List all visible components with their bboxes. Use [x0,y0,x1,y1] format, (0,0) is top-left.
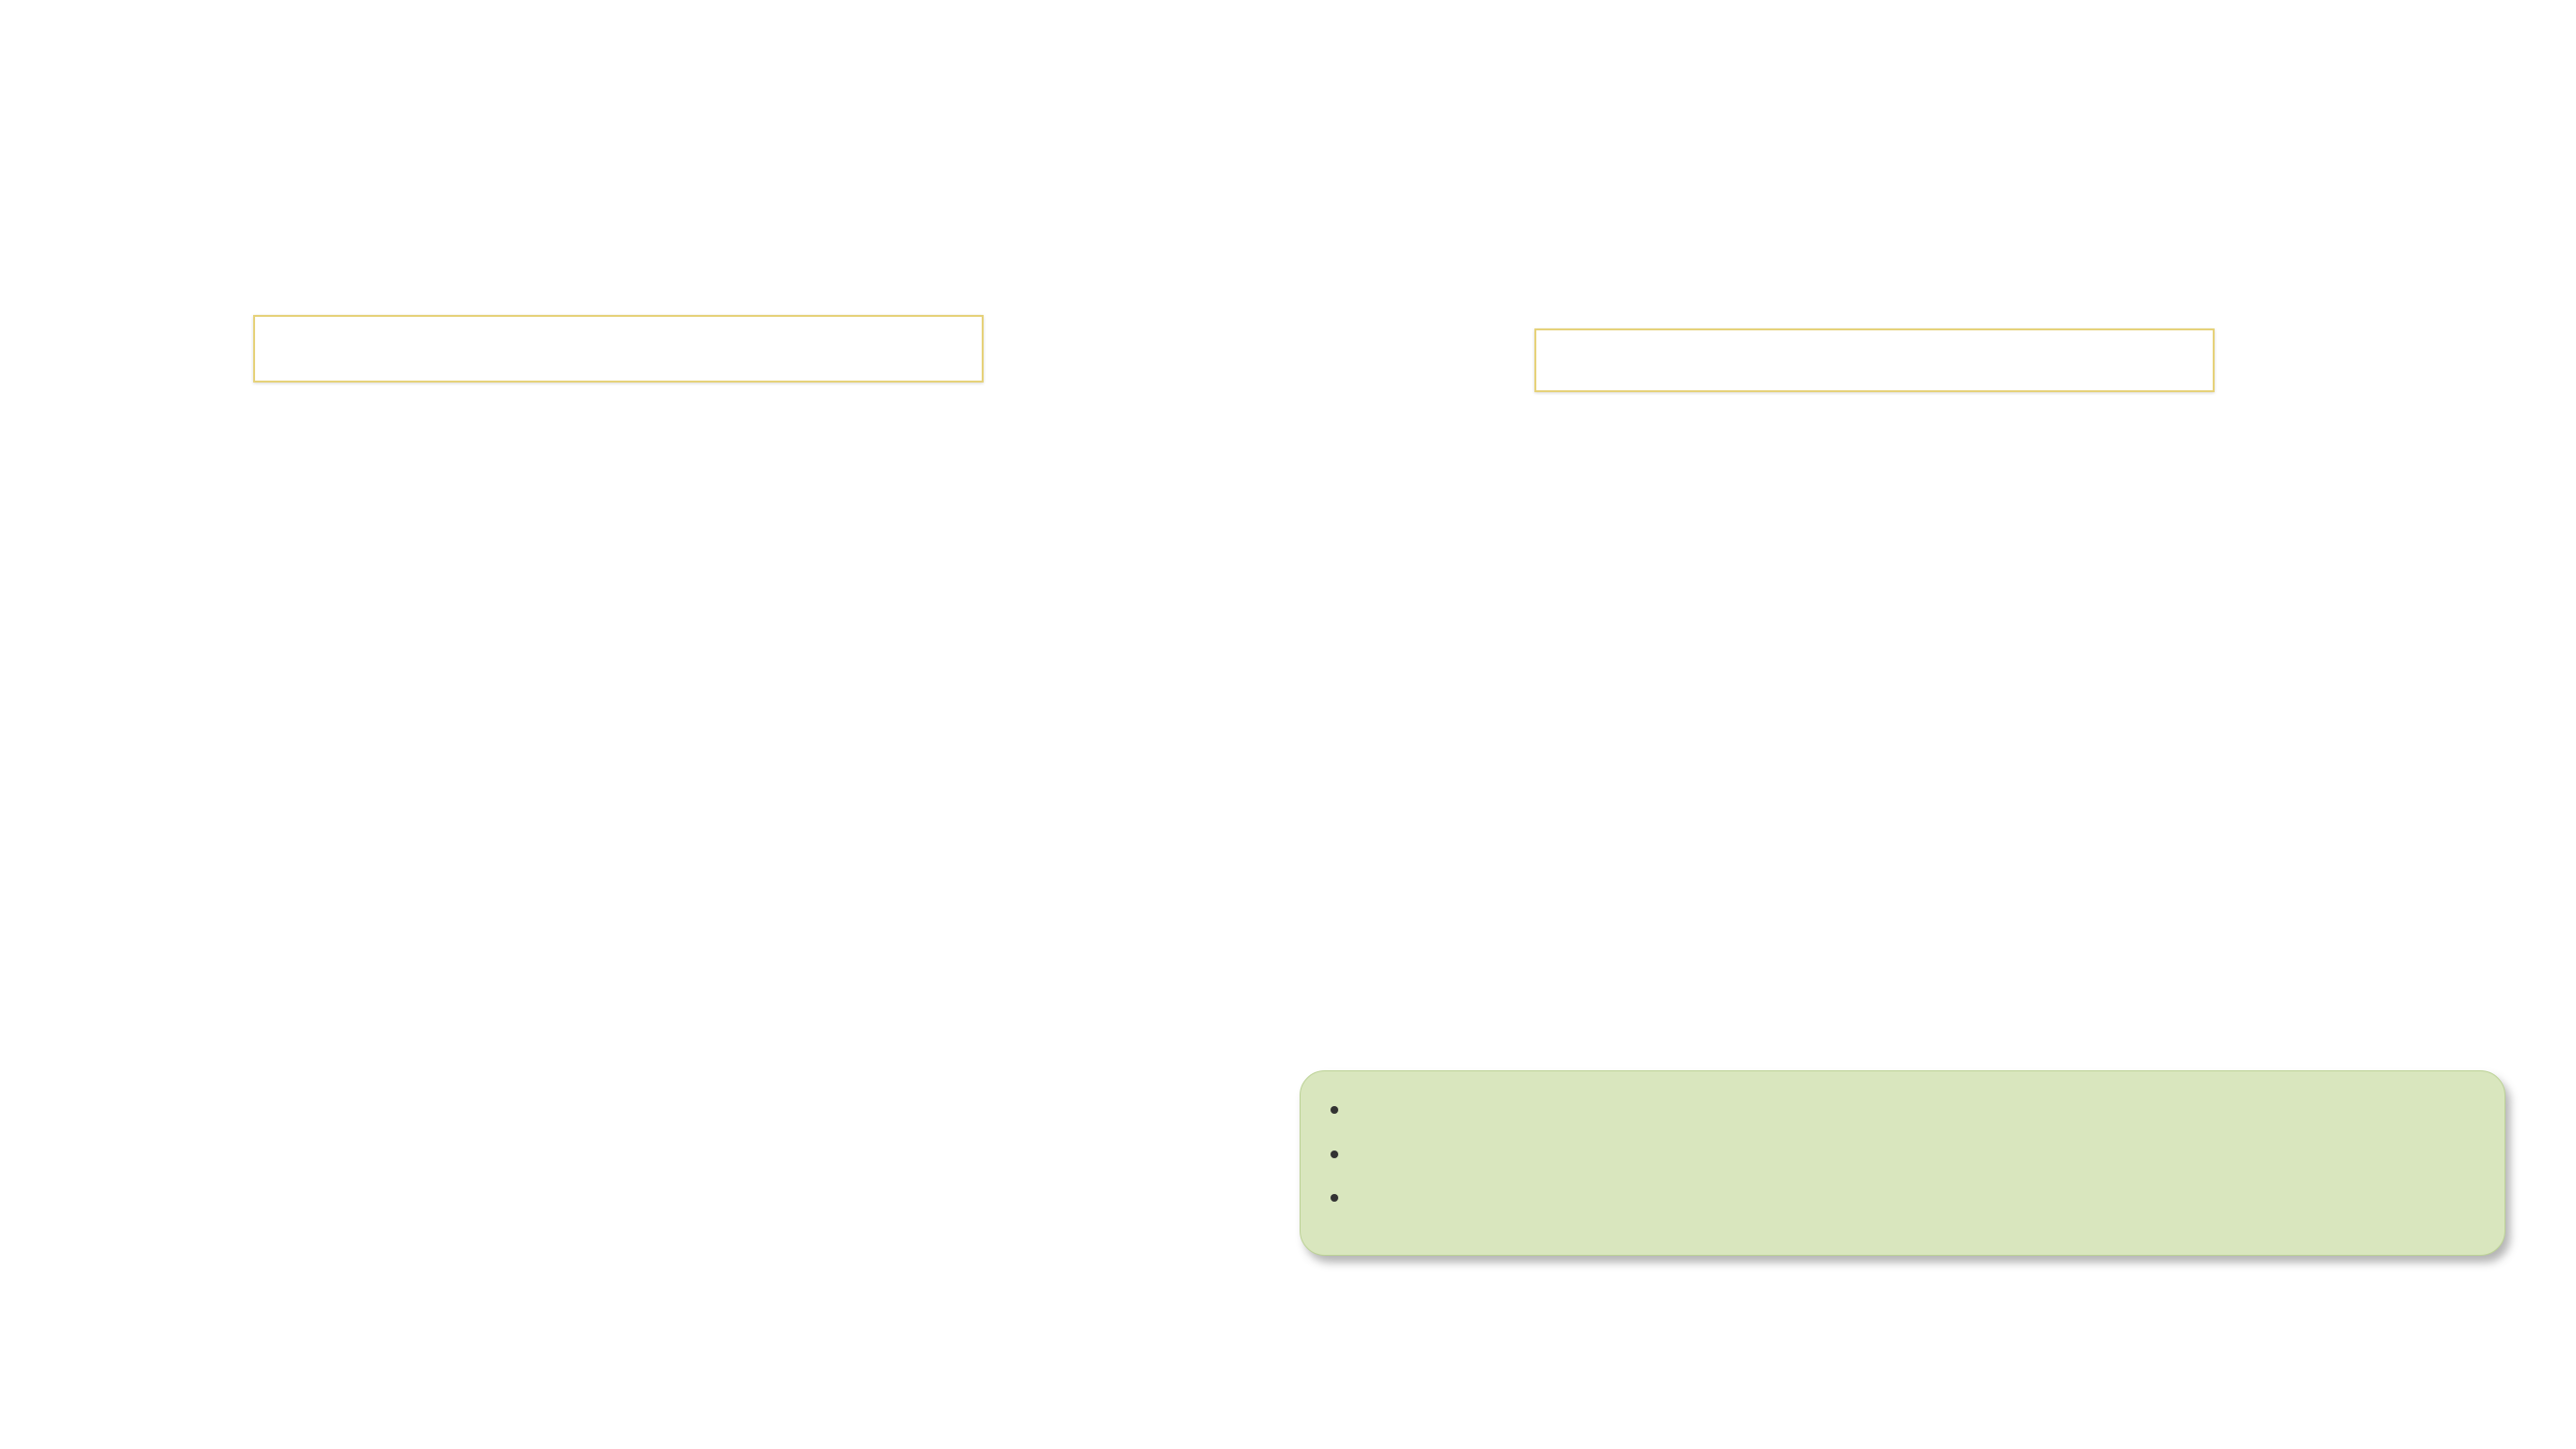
summary-bullet [1353,1135,2472,1174]
summary-bullet-list [1320,1091,2472,1217]
summary-bullet [1353,1091,2472,1129]
summary-box [1300,1070,2505,1256]
summary-bullet [1353,1179,2472,1217]
survey-section-header [253,315,984,383]
simulation-section-header [1534,328,2215,392]
